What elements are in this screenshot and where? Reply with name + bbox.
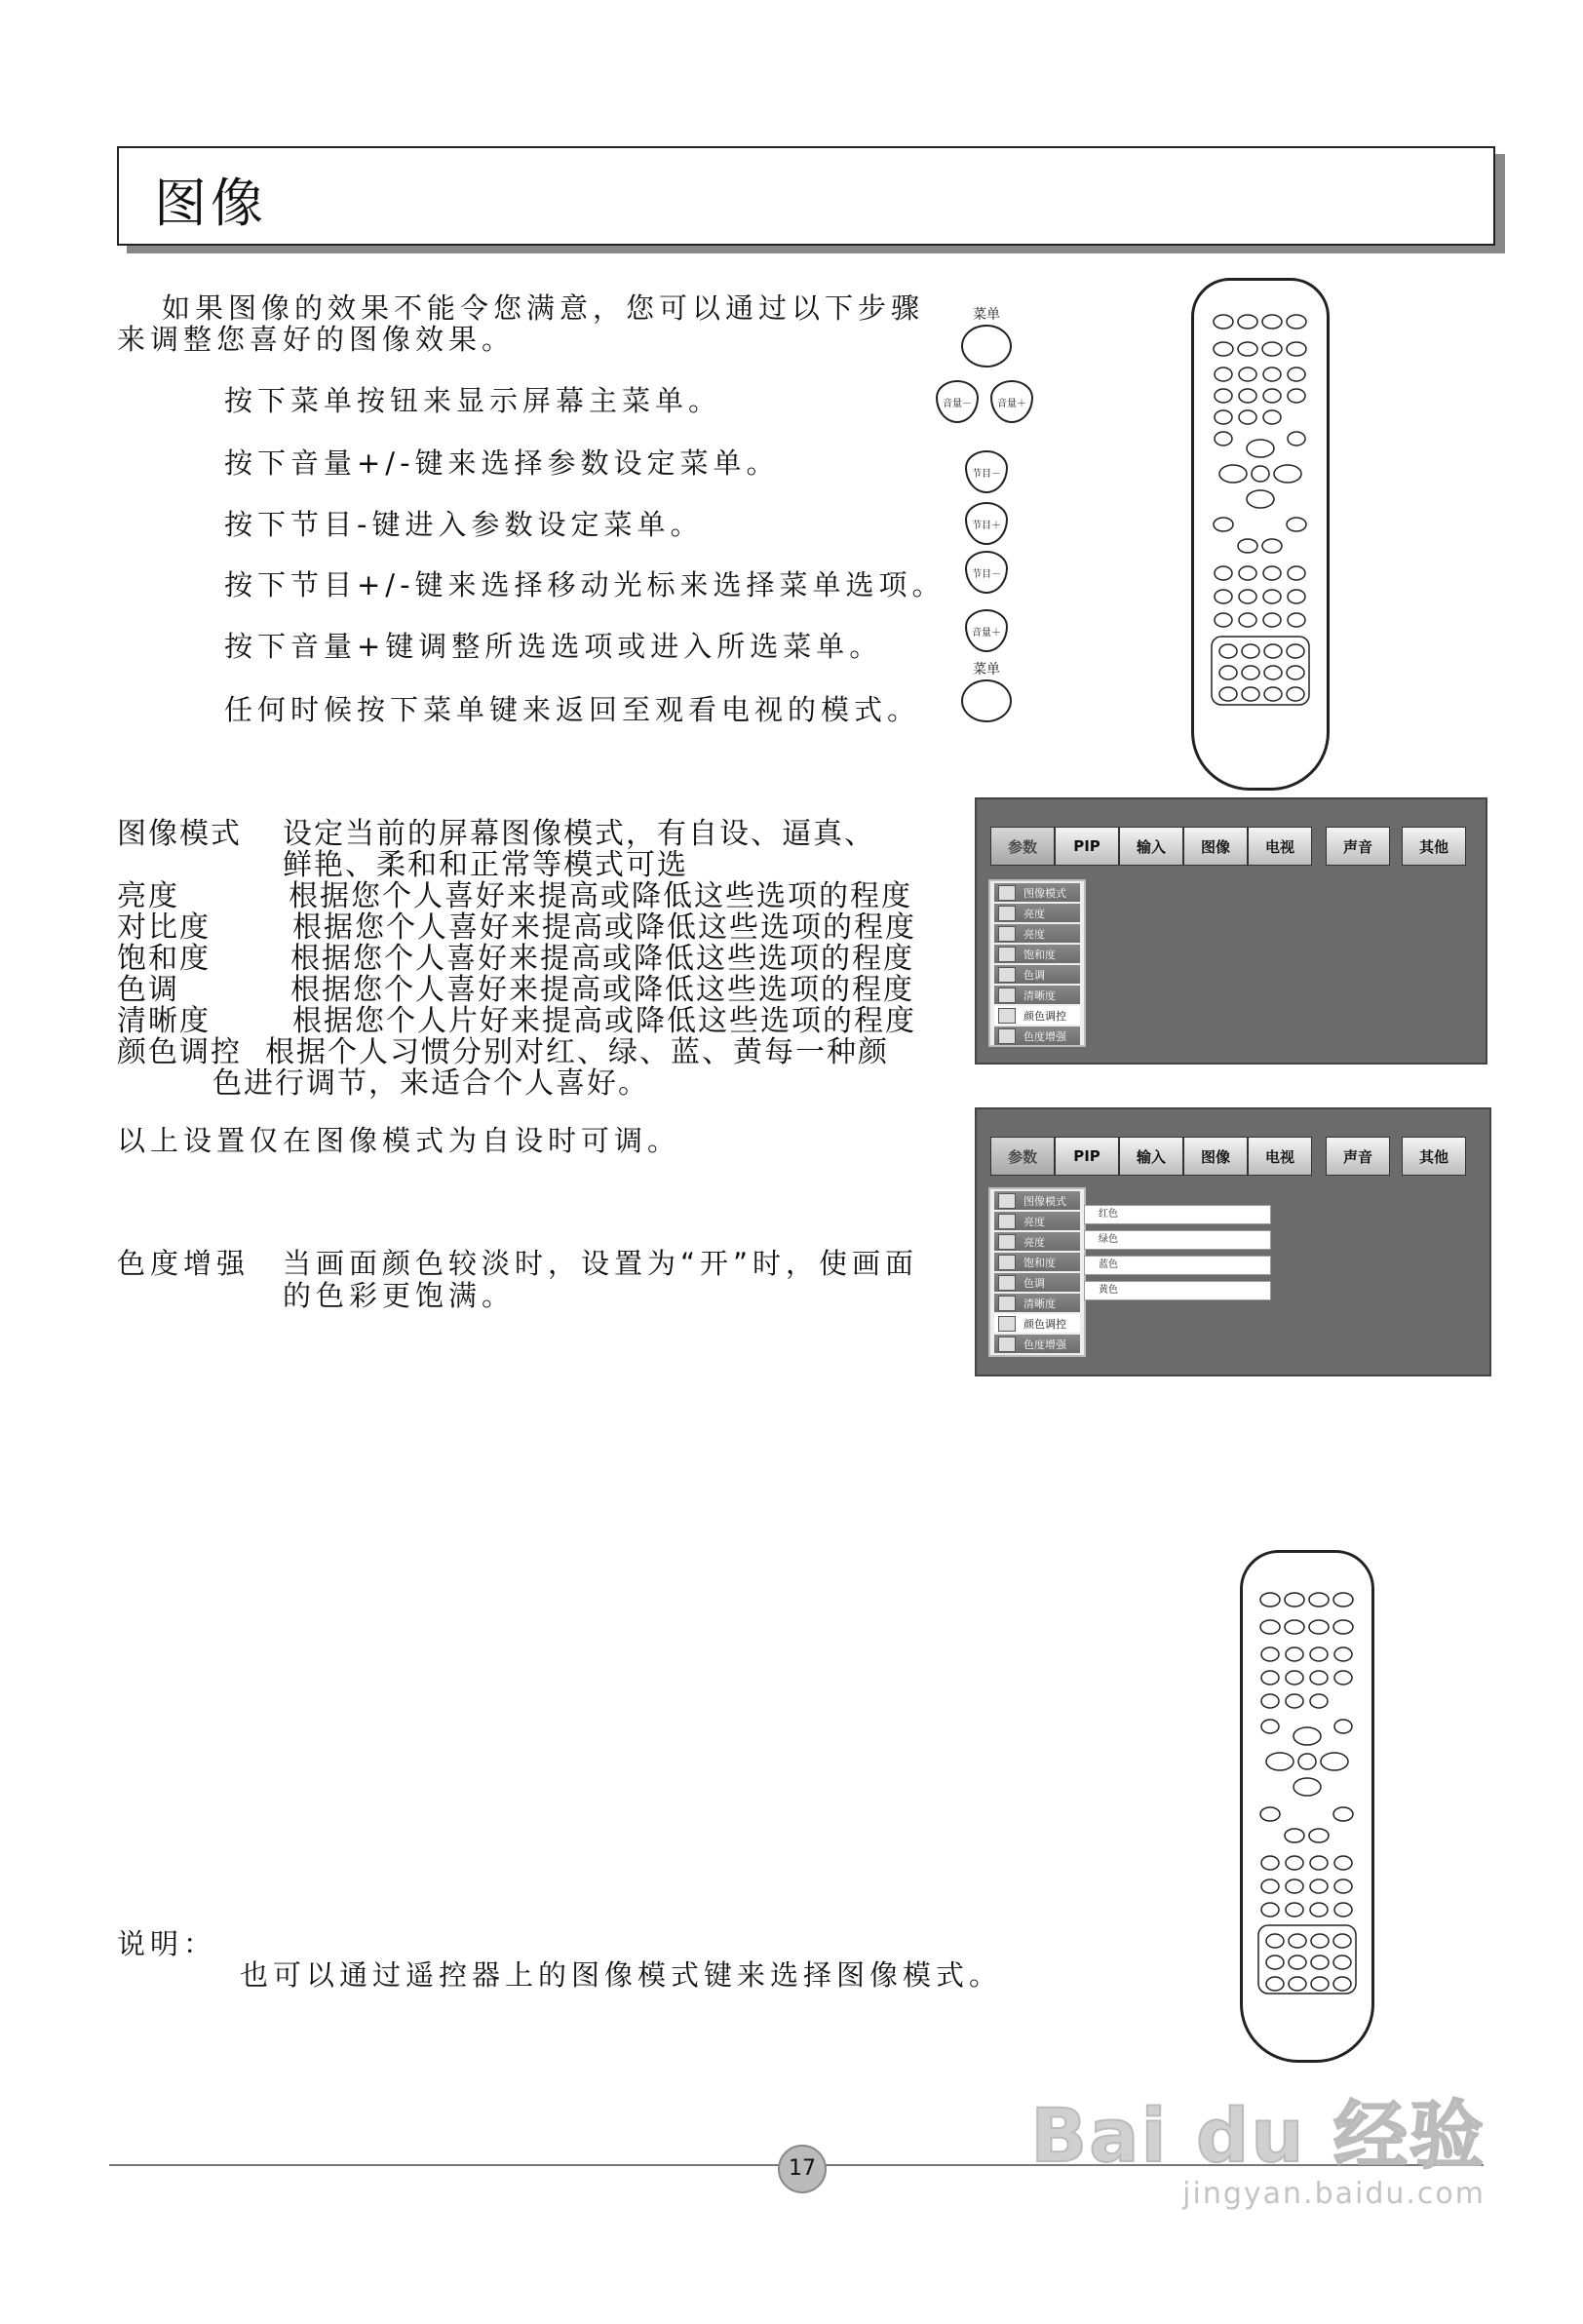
tab2-picture: 图像 (1183, 1137, 1248, 1176)
osd2-item-color-control: 颜色调控 (994, 1314, 1080, 1333)
osd-item-color-enhance: 色度增强 (994, 1026, 1080, 1045)
vol-plus-single-label: 音量＋ (972, 627, 1001, 639)
prog-plus-key-icon (965, 502, 1008, 545)
submenu-yellow: 黄色 (1084, 1281, 1271, 1300)
tab2-input: 输入 (1119, 1137, 1183, 1176)
contrast-icon-2 (998, 1234, 1016, 1250)
tab-picture: 图像 (1183, 827, 1248, 866)
osd-tabs-2 (977, 1137, 1489, 1176)
osd-item-list (988, 879, 1086, 1047)
color-enhance-line-2: 的色彩更饱满。 (283, 1279, 516, 1312)
osd2-item-hue: 色调 (994, 1273, 1080, 1292)
def-desc-color-control: 根据个人习惯分别对红、绿、蓝、黄每一种颜 (265, 1035, 889, 1069)
tab2-params: 参数 (990, 1137, 1055, 1176)
color-submenu (1084, 1205, 1271, 1302)
vol-minus-key-icon (936, 380, 979, 423)
watermark-brand: Bai du 经验 (1030, 2092, 1486, 2179)
def-desc-brightness: 根据您个人喜好来提高或降低这些选项的程度 (289, 879, 912, 913)
sharpness-icon (998, 988, 1016, 1003)
osd-item-sharpness: 清晰度 (994, 986, 1080, 1004)
def-term-picture-mode: 图像模式 (117, 817, 242, 851)
vol-minus-label: 音量－ (943, 398, 972, 409)
sharpness-icon-2 (998, 1296, 1016, 1311)
intro-line-1: 如果图像的效果不能令您满意，您可以通过以下步骤 (162, 291, 925, 325)
def-desc-contrast: 根据您个人喜好来提高或降低这些选项的程度 (292, 910, 916, 945)
hue-icon-2 (998, 1275, 1016, 1291)
osd2-item-brightness: 亮度 (994, 1212, 1080, 1230)
osd-item-brightness: 亮度 (994, 904, 1080, 922)
color-enhance-line-1: 当画面颜色较淡时，设置为“开”时，使画面 (283, 1247, 919, 1280)
color-enhance-icon (998, 1028, 1016, 1044)
intro-line-2: 来调整您喜好的图像效果。 (117, 323, 516, 356)
menu-key-icon-2 (961, 679, 1012, 722)
explain-label: 说明： (117, 1927, 217, 1960)
osd-item-picture-mode: 图像模式 (994, 883, 1080, 902)
submenu-green: 绿色 (1084, 1230, 1271, 1250)
watermark-url: jingyan.baidu.com (1182, 2177, 1486, 2211)
def-desc-picture-mode: 设定当前的屏幕图像模式，有自设、逼真、 (283, 817, 875, 851)
osd-item-contrast: 亮度 (994, 924, 1080, 943)
osd-menu-color-control (975, 1107, 1491, 1376)
step-5: 按下音量+键调整所选选项或进入所选菜单。 (224, 630, 883, 663)
tab2-pip: PIP (1055, 1137, 1119, 1176)
note-auto-mode: 以上设置仅在图像模式为自设时可调。 (117, 1124, 681, 1157)
def-term-color-control: 颜色调控 (117, 1035, 242, 1069)
color-enhance-term: 色度增强 (117, 1247, 251, 1280)
contrast-icon (998, 926, 1016, 942)
vol-plus-key-icon-2 (965, 609, 1008, 652)
tab-sound: 声音 (1326, 827, 1390, 866)
color-control-icon (998, 1008, 1016, 1024)
watermark (1030, 2076, 1486, 2211)
page-number: 17 (778, 2145, 827, 2193)
prog-plus-label: 节目＋ (972, 520, 1001, 531)
step-3: 按下节目-键进入参数设定菜单。 (224, 508, 704, 541)
tab2-sound: 声音 (1326, 1137, 1390, 1176)
remote-buttons-icon (1194, 281, 1327, 788)
prog-minus-label: 节目－ (972, 468, 1001, 480)
osd-item-list-2 (988, 1187, 1086, 1357)
osd2-item-contrast: 亮度 (994, 1232, 1080, 1251)
def-term-hue: 色调 (117, 973, 179, 1007)
tab-input: 输入 (1119, 827, 1183, 866)
def-desc-picture-mode-2: 鲜艳、柔和和正常等模式可选 (283, 848, 688, 882)
tab2-tv: 电视 (1248, 1137, 1312, 1176)
submenu-blue: 蓝色 (1084, 1256, 1271, 1275)
def-term-saturation: 饱和度 (117, 942, 211, 976)
picture-mode-icon-2 (998, 1193, 1016, 1209)
remote-control-image (1191, 278, 1330, 791)
color-control-icon-2 (998, 1316, 1016, 1332)
tab-tv: 电视 (1248, 827, 1312, 866)
osd-item-color-control: 颜色调控 (994, 1006, 1080, 1025)
osd-menu-picture (975, 797, 1487, 1065)
tab-params: 参数 (990, 827, 1055, 866)
vol-plus-key-icon (990, 380, 1033, 423)
explain-text: 也可以通过遥控器上的图像模式键来选择图像模式。 (240, 1958, 1003, 1992)
osd2-item-sharpness: 清晰度 (994, 1294, 1080, 1312)
def-desc-saturation: 根据您个人喜好来提高或降低这些选项的程度 (290, 942, 914, 976)
remote-buttons-icon-2 (1243, 1553, 1371, 2060)
title-box (117, 146, 1495, 246)
def-desc-sharpness: 根据您个人片好来提高或降低这些选项的程度 (292, 1004, 916, 1038)
def-desc-color-control-2: 色进行调节，来适合个人喜好。 (212, 1066, 649, 1101)
tab2-other: 其他 (1402, 1137, 1466, 1176)
osd2-item-saturation: 饱和度 (994, 1253, 1080, 1271)
osd-tabs (977, 827, 1486, 866)
color-enhance-icon-2 (998, 1336, 1016, 1352)
vol-plus-label: 音量＋ (997, 398, 1026, 409)
menu-key-label: 菜单 (973, 307, 1000, 323)
osd2-item-color-enhance: 色度增强 (994, 1335, 1080, 1353)
page-title: 图像 (154, 173, 267, 234)
saturation-icon-2 (998, 1255, 1016, 1270)
prog-minus-key-icon (965, 450, 1008, 493)
remote-control-image-2 (1240, 1550, 1374, 2063)
brightness-icon-2 (998, 1214, 1016, 1229)
brightness-icon (998, 906, 1016, 921)
step-4: 按下节目+/-键来选择移动光标来选择菜单选项。 (224, 568, 946, 601)
step-6: 任何时候按下菜单键来返回至观看电视的模式。 (224, 693, 921, 726)
def-term-sharpness: 清晰度 (117, 1004, 211, 1038)
hue-icon (998, 967, 1016, 983)
menu-key-label-2: 菜单 (973, 662, 1000, 678)
step-2: 按下音量+/-键来选择参数设定菜单。 (224, 446, 780, 480)
def-term-brightness: 亮度 (117, 879, 179, 913)
def-term-contrast: 对比度 (117, 910, 211, 945)
osd-item-hue: 色调 (994, 965, 1080, 984)
prog-minus-label-2: 节目－ (972, 568, 1001, 580)
tab-other: 其他 (1402, 827, 1466, 866)
saturation-icon (998, 947, 1016, 962)
osd-item-saturation: 饱和度 (994, 945, 1080, 963)
def-desc-hue: 根据您个人喜好来提高或降低这些选项的程度 (290, 973, 914, 1007)
step-1: 按下菜单按钮来显示屏幕主菜单。 (224, 384, 722, 417)
prog-minus-key-icon-2 (965, 551, 1008, 594)
osd2-item-picture-mode: 图像模式 (994, 1191, 1080, 1210)
submenu-red: 红色 (1084, 1205, 1271, 1224)
tab-pip: PIP (1055, 827, 1119, 866)
menu-key-icon (961, 325, 1012, 368)
picture-mode-icon (998, 885, 1016, 901)
